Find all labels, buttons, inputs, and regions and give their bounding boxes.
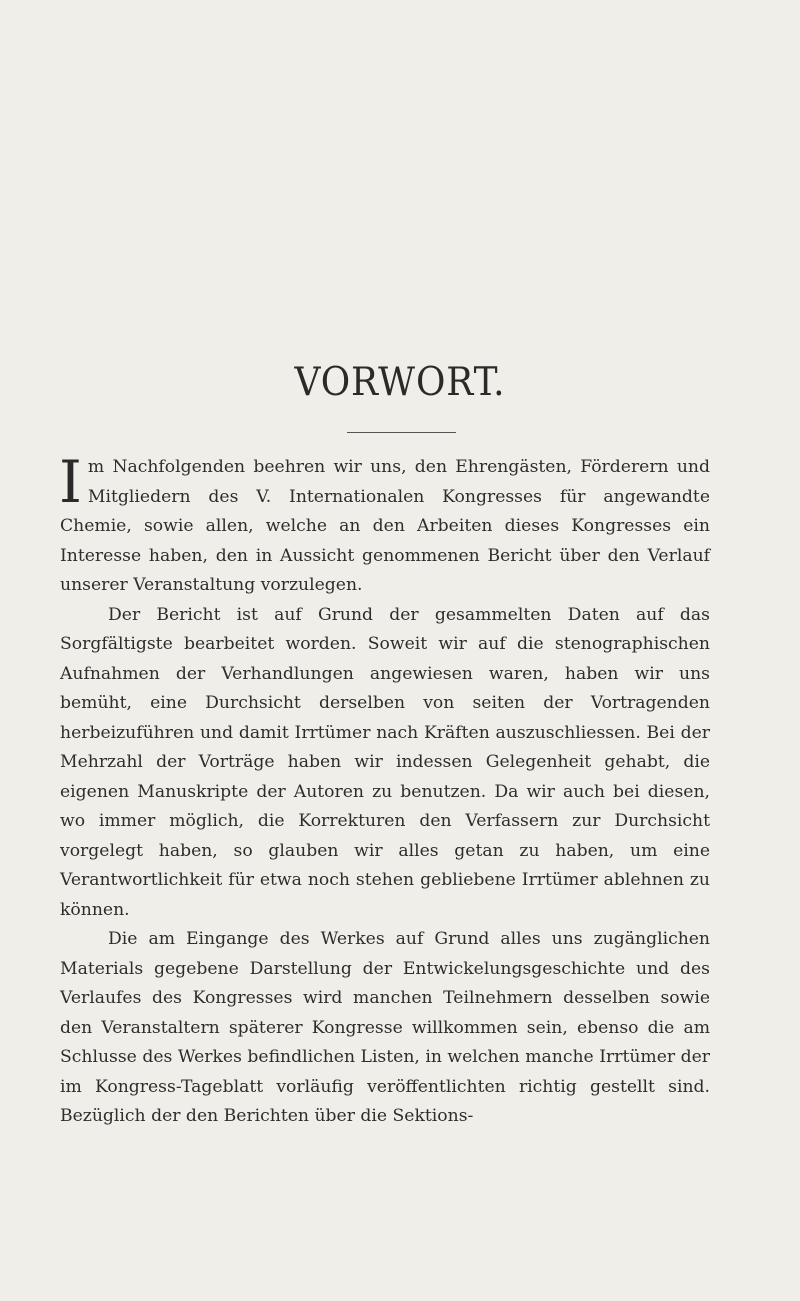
title-rule [347, 432, 456, 433]
paragraph-1 [59, 448, 710, 601]
preface-body [59, 448, 710, 1132]
paragraph-3: Die am Eingange des Werkes auf Grund alles uns zugänglichen Materials gegebene Darstellung der Entwickelungsgeschichte und des Verlaufes des Kongresses wird manchen Teilnehmern desselben sowie den Veranstaltern späterer Kongresse willkommen sein, ebenso die am Schlusse des Werkes befindlichen Listen, in welchen manche Irrtümer der im Kongress-Tageblatt vorläufig veröffentlichten richtig gestellt sind. Bezüglich der den Berichten über die Sektions- [60, 929, 710, 1126]
page-title: VORWORT. [294, 360, 506, 405]
paragraph-2: Der Bericht ist auf Grund der gesammelten Daten auf das Sorgfältigste bearbeitet worden. Soweit wir auf die stenographischen Aufnahmen der Verhandlungen angewiesen waren, haben wir uns bemüht, eine Durchsicht derselben von seiten der Vortragenden herbeizuführen und damit Irrtümer nach Kräften auszuschliessen. Bei der Mehrzahl der Vorträge haben wir indessen Gelegenheit gehabt, die eigenen Manuskripte der Autoren zu benutzen. Da wir auch bei diesen, wo immer möglich, die Korrekturen den Verfassern zur Durchsicht vorgelegt haben, so glauben wir alles getan zu haben, um eine Verantwortlichkeit für etwa noch stehen gebliebene Irrtümer ablehnen zu können. [60, 604, 710, 920]
paragraph-1-text: m Nachfolgenden beehren wir uns, den Ehrengästen, Förderern und Mitgliedern des V. Internationalen Kongresses für angewandte Chemie, sowie allen, welche an den Arbeiten dieses Kongresses ein Interesse haben, den in Aussicht genommenen Bericht über den Verlauf unserer Veranstaltung vorzulegen. [60, 457, 710, 595]
drop-cap: I [59, 448, 82, 516]
